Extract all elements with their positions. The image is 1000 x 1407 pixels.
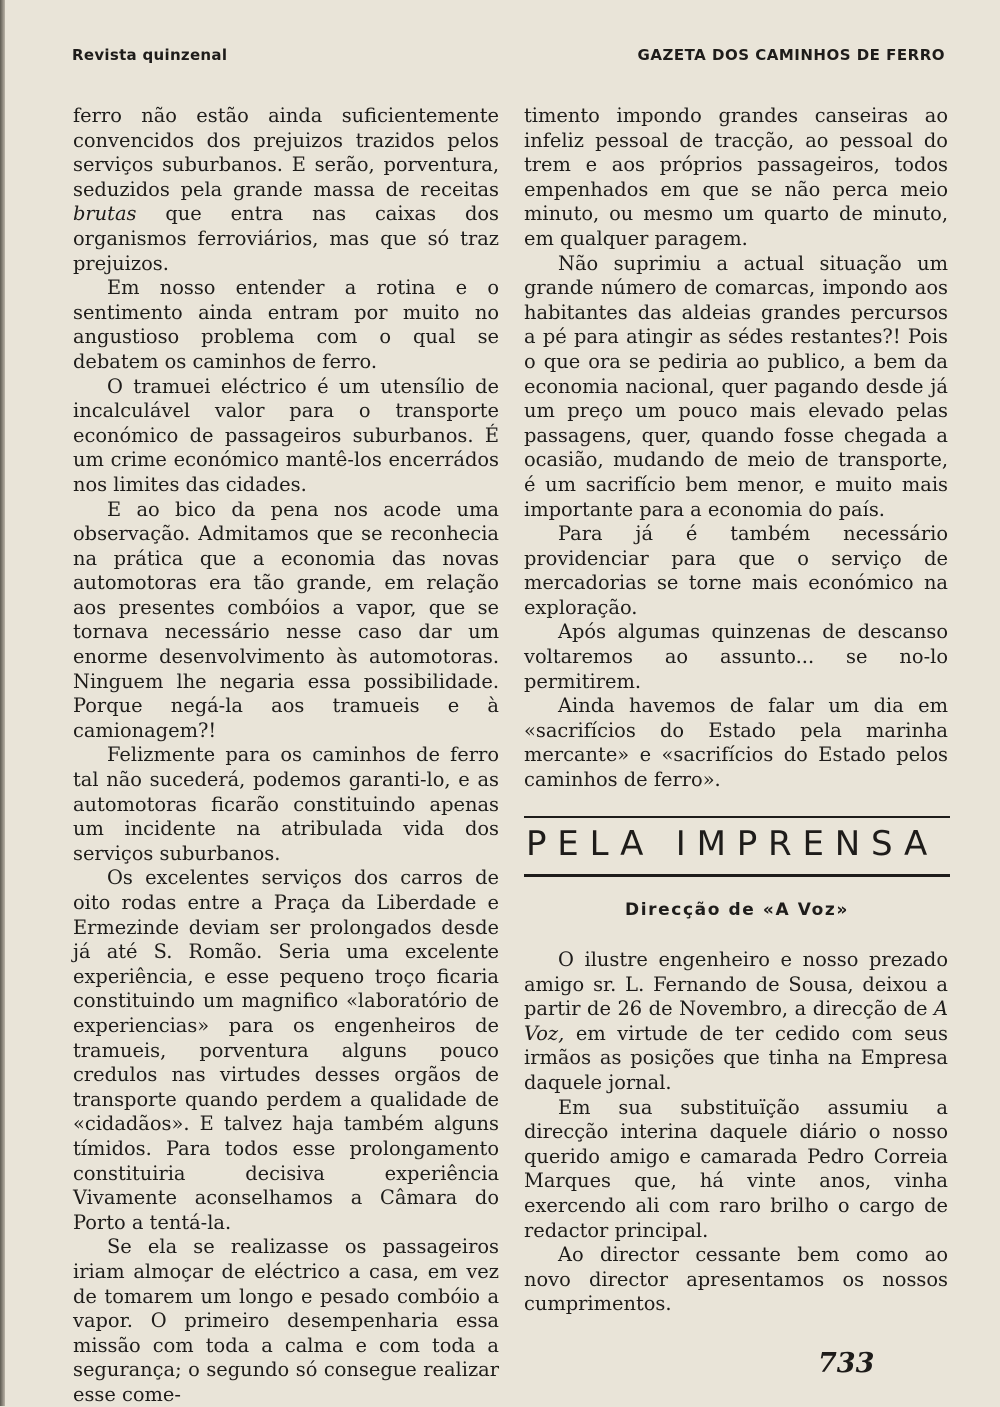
paragraph: Ainda havemos de falar um dia em «sacrifícios do Estado pela marinha mercante» e «sacrifícios do Estado pelos caminhos de ferro». (524, 694, 948, 792)
paragraph: O tramuei eléctrico é um utensílio de incalculável valor para o transporte económico de passageiros suburbanos. É um crime económico mantê-los encerrádos nos limites das cidades. (73, 374, 499, 496)
paragraph: Em nosso entender a rotina e o sentimento ainda entram por muito no angustioso problema com o qual se debatem os caminhos de ferro. (73, 276, 499, 373)
left-text-column (73, 104, 499, 1407)
emphasis-text: brutas (73, 202, 137, 226)
section-title: PELA IMPRENSA (526, 824, 939, 864)
paragraph: Para já é também necessário providenciar para que o serviço de mercadorias se torne mais económico na exploração. (524, 522, 948, 619)
paragraph: Após algumas quinzenas de descanso voltaremos ao assunto... se no-lo permitirem. (524, 620, 948, 693)
page-spine-shadow (0, 0, 5, 1406)
paragraph-text: O ilustre engenheiro e nosso prezado amigo sr. L. Fernando de Sousa, deixou a partir de 26 de Novembro, a direcção de (524, 948, 948, 1021)
paragraph: E ao bico da pena nos acode uma observação. Admitamos que se reconhecia na prática que a economia das novas automotoras era tão grande, em relação aos presentes combóios a vapor, que se tornava necessário nesse caso dar um enorme desenvolvimento às automotoras. Ninguem lhe negaria essa possibilidade. Porque negá-la aos tramueis e à camionagem?! (73, 497, 499, 742)
running-header (72, 46, 945, 68)
emphasis-text: A Voz, (524, 997, 949, 1045)
page-number: 733 (818, 1348, 875, 1379)
paragraph: Ao director cessante bem como ao novo director apresentamos os nossos cumprimentos. (524, 1243, 948, 1316)
paragraph-text: em virtude de ter cedido com seus irmãos as posições que tinha na Empresa daquele jornal. (524, 1021, 948, 1094)
article-body (524, 948, 948, 1317)
header-periodicity: Revista quinzenal (72, 46, 228, 64)
header-publication-title: GAZETA DOS CAMINHOS DE FERRO (637, 46, 945, 64)
paragraph-text: ferro não estão ainda suficientemente convencidos dos prejuizos trazidos pelos serviços suburbanos. E serão, porventura, seduzidos pela grande massa de receitas (73, 104, 499, 201)
paragraph: Os excelentes serviços dos carros de oito rodas entre a Praça da Liberdade e Ermezinde deviam ser prolongados desde já até S. Romão. Seria uma excelente experiência, e esse pequeno troço ficaria constituindo um magnifico «laboratório de experiencias» para os engenheiros de tramueis, porventura alguns pouco credulos nas virtudes desses orgãos de transporte quando perdem a qualidade de «cidadãos». E talvez haja também alguns tímidos. Para todos esse prolongamento constituiria decisiva experiência Vivamente aconselhamos a Câmara do Porto a tentá-la. (73, 866, 499, 1234)
right-text-column (524, 104, 948, 793)
paragraph: Felizmente para os caminhos de ferro tal não sucederá, podemos garanti-lo, e as automotoras ficarão constituindo apenas um incidente na atribulada vida dos serviços suburbanos. (73, 743, 499, 865)
paragraph (524, 948, 948, 1096)
paragraph: Se ela se realizasse os passageiros iriam almoçar de eléctrico a casa, em vez de tomarem um longo e pesado combóio a vapor. O primeiro desempenharia essa missão com toda a calma e com toda a segurança; o segundo só consegue realizar esse come- (73, 1235, 499, 1406)
section-bottom-rule (524, 874, 950, 877)
paragraph: timento impondo grandes canseiras ao infeliz pessoal de tracção, ao pessoal do trem e aos próprios passageiros, todos empenhados em que se não perca meio minuto, ou mesmo um quarto de minuto, em qualquer paragem. (524, 104, 948, 250)
paragraph-text: que entra nas caixas dos organismos ferroviários, mas que só traz prejuizos. (73, 202, 499, 275)
paragraph: Não suprimiu a actual situação um grande número de comarcas, impondo aos habitantes das aldeias grandes percursos a pé para atingir as sédes restantes?! Pois o que ora se pediria ao publico, a bem da economia nacional, quer pagando desde já um preço um pouco mais elevado pelas passagens, quer, quando fosse chegada a ocasião, mudando de meio de transporte, é um sacrifício bem menor, e muito mais importante para a economia do país. (524, 251, 948, 521)
article-title: Direcção de «A Voz» (625, 900, 849, 920)
section-heading-block (524, 816, 950, 877)
paragraph (73, 104, 499, 276)
paragraph: Em sua substituïção assumiu a direcção interina daquele diário o nosso querido amigo e camarada Pedro Correia Marques que, há vinte anos, vinha exercendo ali com raro brilho o cargo de redactor principal. (524, 1095, 948, 1242)
